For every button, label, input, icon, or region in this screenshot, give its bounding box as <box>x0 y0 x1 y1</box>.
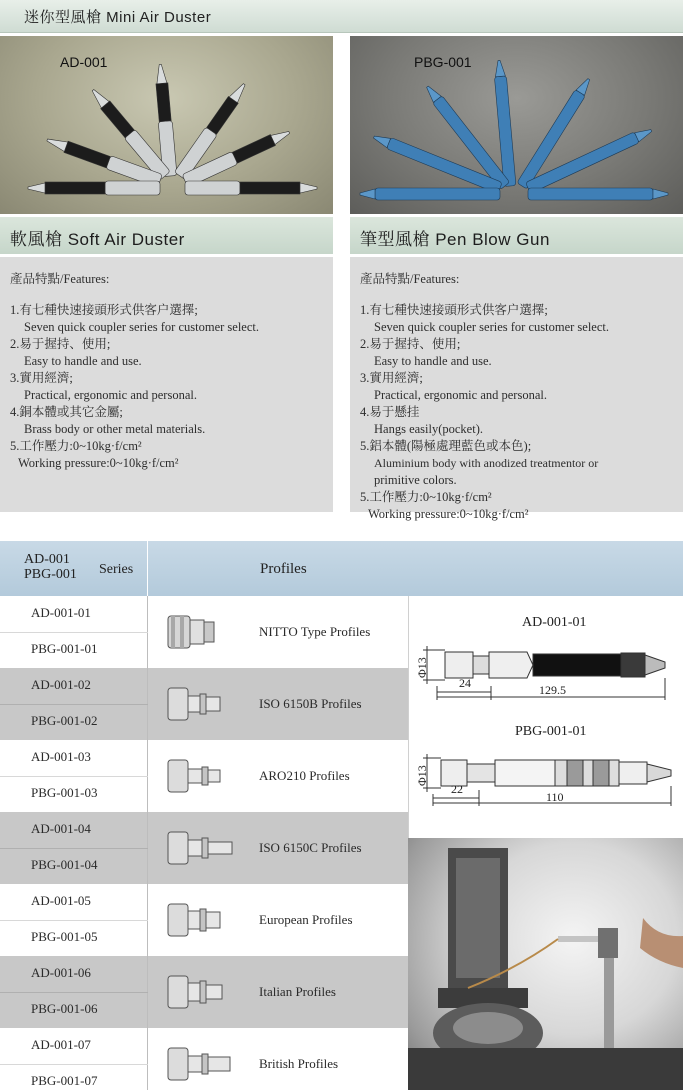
row-divider <box>0 632 148 633</box>
feature-line: 4.銅本體或其它金屬; <box>10 405 123 419</box>
soft-air-duster-features <box>0 257 333 512</box>
pbg-long-dimension: 110 <box>546 790 564 804</box>
table-row <box>0 956 408 1028</box>
feature-line: Working pressure:0~10kg·f/cm² <box>18 456 179 470</box>
feature-line: 3.實用經濟; <box>10 371 73 385</box>
row-codes <box>0 884 148 956</box>
pbg-drawing-title: PBG-001-01 <box>515 724 587 739</box>
feature-line: 1.有七種快速接頭形式供客户選擇; <box>10 303 198 317</box>
pbg-code: PBG-001-05 <box>31 929 98 944</box>
feature-line: 5.工作壓力:0~10kg·f/cm² <box>360 490 492 504</box>
italian-coupler-icon <box>166 972 226 1012</box>
pbg-code: PBG-001-07 <box>31 1073 98 1088</box>
page-title: 迷你型風槍 Mini Air Duster <box>24 9 212 26</box>
feature-line: primitive colors. <box>374 473 457 487</box>
profiles-table-header <box>0 541 683 596</box>
ad-drawing-title: AD-001-01 <box>522 615 587 630</box>
feature-line: Seven quick coupler series for customer select. <box>24 320 259 334</box>
features-heading: 產品特點/Features: <box>360 272 460 286</box>
feature-line: Working pressure:0~10kg·f/cm² <box>368 507 529 521</box>
profile-label: ISO 6150C Profiles <box>259 840 362 855</box>
ad-code: AD-001-01 <box>31 605 91 620</box>
row-divider <box>0 704 148 705</box>
feature-line: Aluminium body with anodized treatmentor or <box>374 456 599 470</box>
feature-line: Seven quick coupler series for customer select. <box>374 320 609 334</box>
table-row <box>0 812 408 884</box>
row-divider <box>0 920 148 921</box>
feature-line: Easy to handle and use. <box>374 354 492 368</box>
pbg-diameter-label: Φ13 <box>415 765 429 786</box>
row-codes <box>0 956 148 1028</box>
pen-blow-gun-heading-bar <box>350 217 683 254</box>
series-label: Series <box>99 562 134 577</box>
feature-line: 3.實用經濟; <box>360 371 423 385</box>
series-header-cell <box>0 541 148 596</box>
row-divider <box>0 1064 148 1065</box>
ad-long-dimension: 129.5 <box>539 683 566 697</box>
series-code-pbg: PBG-001 <box>24 567 77 582</box>
ad-code: AD-001-03 <box>31 749 91 764</box>
pbg-code: PBG-001-01 <box>31 641 98 656</box>
ad-short-dimension: 24 <box>459 676 471 690</box>
table-row <box>0 740 408 812</box>
feature-line: 5.鋁本體(陽極處理藍色或本色); <box>360 439 532 453</box>
ad-code: AD-001-05 <box>31 893 91 908</box>
row-codes <box>0 1028 148 1090</box>
feature-line: 2.易于握持、使用; <box>10 337 111 351</box>
feature-line: 2.易于握持、使用; <box>360 337 461 351</box>
profile-label: Italian Profiles <box>259 984 336 999</box>
nitto-coupler-icon <box>166 612 226 652</box>
feature-line: Easy to handle and use. <box>24 354 142 368</box>
soft-air-duster-photo <box>0 36 333 214</box>
profile-label: NITTO Type Profiles <box>259 624 371 639</box>
aro210-coupler-icon <box>166 756 226 796</box>
page-title-bar <box>0 0 683 33</box>
iso-6150c-coupler-icon <box>166 828 236 868</box>
profile-label: ARO210 Profiles <box>259 768 350 783</box>
ad-code: AD-001-04 <box>31 821 91 836</box>
table-row <box>0 1028 408 1090</box>
feature-line: 5.工作壓力:0~10kg·f/cm² <box>10 439 142 453</box>
soft-air-duster-heading: 軟風槍 Soft Air Duster <box>10 230 185 249</box>
series-code-ad: AD-001 <box>24 552 70 567</box>
profile-label: European Profiles <box>259 912 353 927</box>
feature-line: Brass body or other metal materials. <box>24 422 206 436</box>
workshop-machine-photo <box>408 838 683 1090</box>
features-heading: 產品特點/Features: <box>10 272 110 286</box>
table-row <box>0 668 408 740</box>
ad-code: AD-001-06 <box>31 965 91 980</box>
profiles-header-label: Profiles <box>260 561 307 577</box>
pen-blow-gun-code: PBG-001 <box>414 54 472 70</box>
feature-line: 1.有七種快速接頭形式供客户選擇; <box>360 303 548 317</box>
pen-blow-gun-features <box>350 257 683 521</box>
british-coupler-icon <box>166 1044 236 1084</box>
ad-diameter-label: Φ13 <box>415 657 429 678</box>
pbg-code: PBG-001-04 <box>31 857 98 872</box>
ad-code: AD-001-07 <box>31 1037 91 1052</box>
pbg-code: PBG-001-02 <box>31 713 98 728</box>
feature-line: 4.易于懸挂 <box>360 405 420 419</box>
table-row <box>0 596 408 668</box>
pen-blow-gun-heading: 筆型風槍 Pen Blow Gun <box>360 230 550 249</box>
profile-label: ISO 6150B Profiles <box>259 696 362 711</box>
row-codes <box>0 596 148 668</box>
feature-line: Hangs easily(pocket). <box>374 422 483 436</box>
pbg-short-dimension: 22 <box>451 782 463 796</box>
row-divider <box>0 848 148 849</box>
ad-code: AD-001-02 <box>31 677 91 692</box>
row-codes <box>0 740 148 812</box>
row-divider <box>0 992 148 993</box>
pen-blow-gun-photo <box>350 36 683 214</box>
iso-6150b-coupler-icon <box>166 684 226 724</box>
feature-line: Practical, ergonomic and personal. <box>24 388 197 402</box>
row-codes <box>0 668 148 740</box>
soft-air-duster-heading-bar <box>0 217 333 254</box>
pbg-code: PBG-001-06 <box>31 1001 98 1016</box>
row-divider <box>0 776 148 777</box>
series-codes <box>24 552 77 582</box>
soft-air-duster-code: AD-001 <box>60 54 108 70</box>
pbg-code: PBG-001-03 <box>31 785 98 800</box>
european-coupler-icon <box>166 900 226 940</box>
feature-line: Practical, ergonomic and personal. <box>374 388 547 402</box>
row-codes <box>0 812 148 884</box>
table-row <box>0 884 408 956</box>
profile-label: British Profiles <box>259 1056 339 1071</box>
